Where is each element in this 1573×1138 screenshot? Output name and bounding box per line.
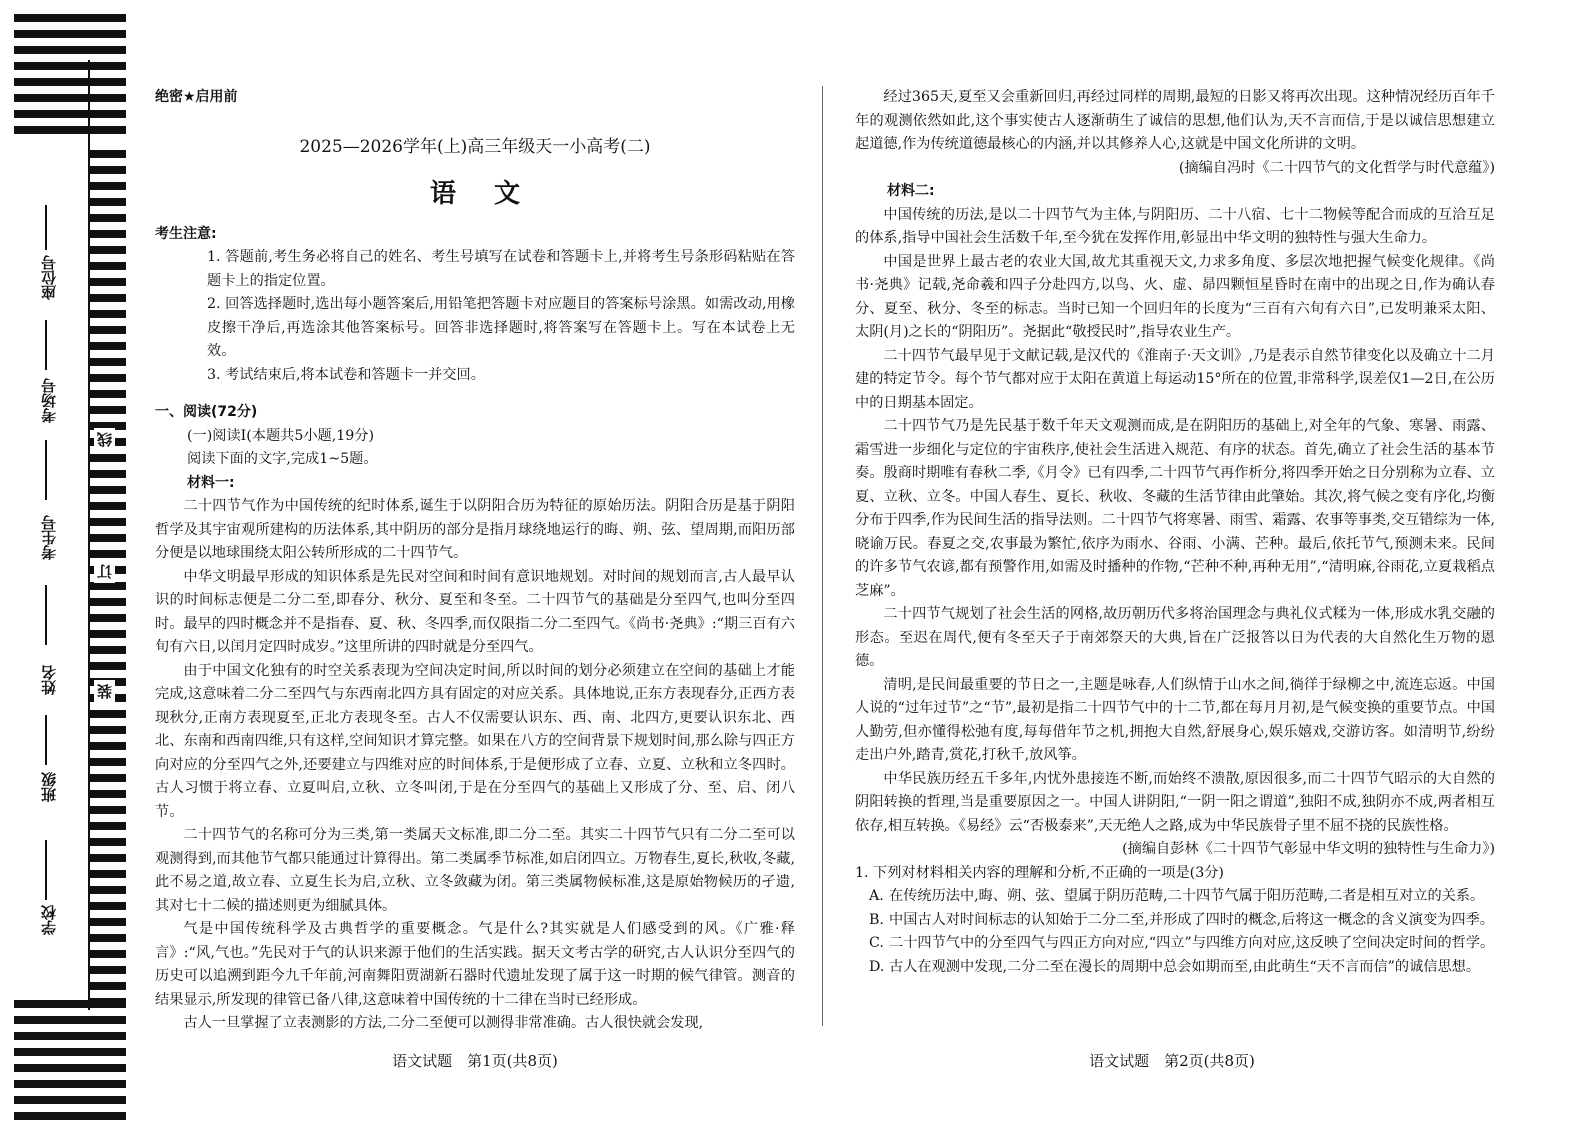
seat-label: 座位号: [40, 255, 58, 300]
binding-stripe: [14, 1032, 126, 1040]
notice-item: 3. 考试结束后,将本试卷和答题卡一并交回。: [207, 366, 485, 383]
binding-stripe: [14, 1016, 126, 1024]
notice-item: 2. 回答选择题时,选出每小题答案后,用铅笔把答题卡对应题目的答案标号涂黑。如需改动,用橡皮擦干净后,再选涂其他答案标号。回答非选择题时,将答案写在答题卡上。写在本试卷上无效。: [207, 296, 795, 359]
cut-zhuang-mark: 装: [94, 680, 115, 703]
material-1-paragraph: 二十四节气的名称可分为三类,第一类属天文标准,即二分二至。其实二十四节气只有二分二至可以观测得到,而其他节气都只能通过计算得出。第二类属季节标准,如启闭四立。万物春生,夏长,秋收,冬藏,此不易之道,故立春、立夏生长为启,立秋、立冬敛藏为闭。第三类属物候标准,这是原始物候历的孑遗,其对七十二候的描述则更为细腻具体。: [155, 827, 795, 914]
page-1-footer: 语文试题 第1页(共8页): [392, 1052, 558, 1070]
question-1-option-b: [855, 909, 1495, 933]
option-text: 在传统历法中,晦、朔、弦、望属于阴历范畴,二十四节气属于阳历范畴,二者是相互对立的关系。: [889, 888, 1485, 904]
material-1-paragraph: 气是中国传统科学及古典哲学的重要概念。气是什么?其实就是人们感受到的风。《广雅·释言》:“风,气也。”先民对于气的认识来源于他们的生活实践。据天文考古学的研究,古人认识分至四气的历史可以追溯到距今九千年前,河南舞阳贾湖新石器时代遗址发现了属于这一时期的候气律管。测音的结果显示,所发现的律管已备八律,这意味着中国传统的十二律在当时已经形成。: [155, 921, 795, 1008]
material-1-paragraph: 二十四节气作为中国传统的纪时体系,诞生于以阴阳合历为特征的原始历法。阴阳合历是基于阴阳哲学及其宇宙观所建构的历法体系,其中阴历的部分是指月球绕地运行的晦、朔、弦、望周期,而阳历部分便是以地球围绕太阳公转所形成的二十四节气。: [155, 498, 795, 561]
material-2-paragraph: 清明,是民间最重要的节日之一,主题是咏春,人们纵情于山水之间,徜徉于绿柳之中,流连忘返。中国人说的“过年过节”之“节”,最初是指二十四节气中的十二节,都在每月月初,是气候变换的重要节点。中国人勤劳,但亦懂得松弛有度,每每借年节之机,拥抱大自然,舒展身心,娱乐嬉戏,交游访客。如清明节,纷纷走出户外,踏青,赏花,打秋千,放风筝。: [855, 676, 1495, 763]
question-1-option-d: [855, 956, 1495, 980]
option-label: A.: [869, 888, 884, 904]
option-text: 中国古人对时间标志的认知始于二分二至,并形成了四时的概念,后将这一概念的含义演变为四季。: [889, 911, 1494, 928]
binding-stripe: [14, 1000, 126, 1008]
binding-stripe: [14, 126, 126, 134]
question-1-option-c: [855, 932, 1495, 956]
page-1-column: [155, 86, 795, 1036]
number-label: 考生号: [40, 515, 58, 560]
cut-line-mark: 线: [94, 428, 115, 451]
subject-title: 语文: [429, 179, 558, 209]
option-label: B.: [869, 911, 884, 928]
option-text: 二十四节气中的分至四气与四正方向对应,“四立”与四维方向对应,这反映了空间决定时间的哲学。: [889, 935, 1495, 951]
material-2-paragraph: 二十四节气乃是先民基于数千年天文观测而成,是在阴阳历的基础上,对全年的气象、寒暑、雨露、霜雪进一步细化与定位的宇宙秩序,使社会生活进入规范、有序的状态。首先,确立了社会生活的基本节奏。殷商时期唯有春秋二季,《月令》已有四季,二十四节气再作析分,将四季开始之日分别称为立春、立夏、立秋、立冬。中国人春生、夏长、秋收、冬藏的生活节律由此肇始。其次,将气候之变有序化,均衡分布于四季,作为民间生活的指导法则。二十四节气将寒暑、雨雪、霜露、农事等事类,交互错综为一体,晓谕万民。春夏之交,农事最为繁忙,依序为雨水、谷雨、小满、芒种。最后,依托节气,预测未来。民间的许多节气农谚,都有预警作用,如需及时播种的作物,“芒种不种,再种无用”,“清明麻,谷雨花,立夏栽稻点芝麻”。: [855, 418, 1495, 599]
page-divider: [822, 86, 823, 1026]
exam-title: 2025—2026学年(上)高三年级天一小高考(二): [299, 136, 651, 157]
room-fill-line: [45, 320, 47, 370]
binding-stripe: [14, 46, 126, 54]
material-2-paragraph: 中国是世界上最古老的农业大国,故尤其重视天文,力求多角度、多层次地把握气候变化规律。《尚书·尧典》记载,尧命羲和四子分赴四方,以鸟、火、虚、昴四颗恒星昏时在南中的出现之日,作为确认春分、夏至、秋分、冬至的标志。当时已知一个回归年的长度为“三百有六旬有六日”,已发明兼采太阳、太阴(月)之长的“阴阳历”。尧据此“敬授民时”,指导农业生产。: [855, 253, 1495, 340]
room-label: 考场号: [40, 378, 58, 423]
reading-instruction: 阅读下面的文字,完成1~5题。: [187, 451, 378, 467]
page-2-footer: 语文试题 第2页(共8页): [1089, 1052, 1255, 1070]
material-2-label: 材料二:: [887, 183, 935, 199]
option-label: C.: [869, 935, 884, 951]
page-2-column: [855, 86, 1495, 979]
material-1-continued: 经过365天,夏至又会重新回归,再经过同样的周期,最短的日影又将再次出现。这种情况经历百年千年的观测依然如此,这个事实使古人逐渐萌生了诚信的思想,他们认为,天不言而信,于是以诚信思想建立起道德,作为传统道德最核心的内涵,并以其修养人心,这就是中国文化所讲的文明。: [855, 89, 1495, 152]
cut-ding-mark: 订: [94, 560, 115, 583]
binding-margin: [0, 0, 130, 1138]
material-2-source: (摘编自彭林《二十四节气彰显中华文明的独特性与生命力》): [1122, 841, 1495, 857]
binding-stripe: [14, 14, 126, 22]
binding-stripe: [14, 110, 126, 118]
material-1-label: 材料一:: [187, 474, 235, 491]
option-text: 古人在观测中发现,二分二至在漫长的周期中总会如期而至,由此萌生“天不言而信”的诚信思想。: [889, 958, 1481, 975]
material-1-paragraph: 中华文明最早形成的知识体系是先民对空间和时间有意识地规划。对时间的规划而言,古人最早认识的时间标志便是二分二至,即春分、秋分、夏至和冬至。二十四节气的基础是分至四气,也叫分至四时。最早的四时概念并不是指春、夏、秋、冬四季,而仅限指二分二至四气。《尚书·尧典》:“期三百有六旬有六日,以闰月定四时成岁。”这里所讲的四时就是分至四气。: [155, 568, 795, 655]
binding-stripe: [14, 30, 126, 38]
school-fill-line: [45, 840, 47, 900]
class-label: 班级: [40, 772, 58, 802]
secret-mark: 绝密★启用前: [155, 89, 238, 105]
question-1-stem: 1. 下列对材料相关内容的理解和分析,不正确的一项是(3分): [855, 864, 1224, 881]
material-1-source: (摘编自冯时《二十四节气的文化哲学与时代意蕴》): [1178, 159, 1495, 176]
section-title: 一、阅读(72分): [155, 404, 258, 420]
material-2-paragraph: 中国传统的历法,是以二十四节气为主体,与阴阳历、二十八宿、七十二物候等配合而成的互洽互足的体系,指导中国社会生活数千年,至今犹在发挥作用,彰显出中华文明的独特性与强大生命力。: [855, 206, 1495, 246]
subsection-title: (一)阅读Ⅰ(本题共5小题,19分): [187, 427, 375, 444]
seat-fill-line: [45, 205, 47, 250]
class-fill-line: [45, 715, 47, 765]
number-fill-line: [45, 440, 47, 500]
notice-item: 1. 答题前,考生务必将自己的姓名、考生号填写在试卷和答题卡上,并将考生号条形码粘贴在答题卡上的指定位置。: [207, 249, 795, 289]
material-1-paragraph: 由于中国文化独有的时空关系表现为空间决定时间,所以时间的划分必须建立在空间的基础上才能完成,这意味着二分二至四气与东西南北四方具有固定的对应关系。具体地说,正东方表现春分,正西方表现秋分,正南方表现夏至,正北方表现冬至。古人不仅需要认识东、西、南、北四方,更要认识东北、西北、东南和西南四维,只有这样,空间知识才算完整。如果在八方的空间背景下规划时间,那么除与四正方向对应的分至四气之外,还要建立与四维对应的时间体系,于是便形成了立春、立夏、立秋和立冬四时。古人习惯于将立春、立夏叫启,立秋、立冬叫闭,于是在分至四气的基础上又形成了分、至、启、闭八节。: [155, 662, 795, 820]
binding-stripe: [14, 1048, 126, 1056]
binding-stripe: [14, 62, 126, 70]
material-2-paragraph: 二十四节气规划了社会生活的网格,故历朝历代多将治国理念与典礼仪式糅为一体,形成水乳交融的形态。至迟在周代,便有冬至天子于南郊祭天的大典,旨在广泛报答以日为代表的大自然化生万物的恩德。: [855, 606, 1495, 669]
binding-stripe: [14, 1112, 126, 1120]
name-fill-line: [45, 585, 47, 645]
binding-stripe: [14, 78, 126, 86]
name-label: 姓名: [40, 665, 58, 695]
material-1-paragraph: 古人一旦掌握了立表测影的方法,二分二至便可以测得非常准确。古人很快就会发现,: [183, 1015, 704, 1031]
material-2-paragraph: 中华民族历经五千多年,内忧外患接连不断,而始终不溃散,原因很多,而二十四节气昭示的大自然的阴阳转换的哲理,当是重要原因之一。中国人讲阴阳,“一阴一阳之谓道”,独阳不成,独阴亦不成,两者相互依存,相互转换。《易经》云“否极泰来”,天无绝人之路,成为中华民族骨子里不屈不挠的民族性格。: [855, 770, 1495, 834]
material-2-paragraph: 二十四节气最早见于文献记载,是汉代的《淮南子·天文训》,乃是表示自然节律变化以及确立十二月建的特定节令。每个节气都对应于太阳在黄道上每运动15°所在的位置,非常科学,误差仅1—2日,在公历中的日期基本固定。: [855, 347, 1495, 411]
binding-stripe: [14, 1096, 126, 1104]
notice-title: 考生注意:: [155, 225, 217, 242]
binding-stripe: [14, 94, 126, 102]
school-label: 学校: [40, 905, 58, 935]
option-label: D.: [869, 958, 885, 975]
binding-stripe: [14, 1080, 126, 1088]
binding-stripe: [14, 1064, 126, 1072]
question-1-option-a: [855, 885, 1495, 909]
